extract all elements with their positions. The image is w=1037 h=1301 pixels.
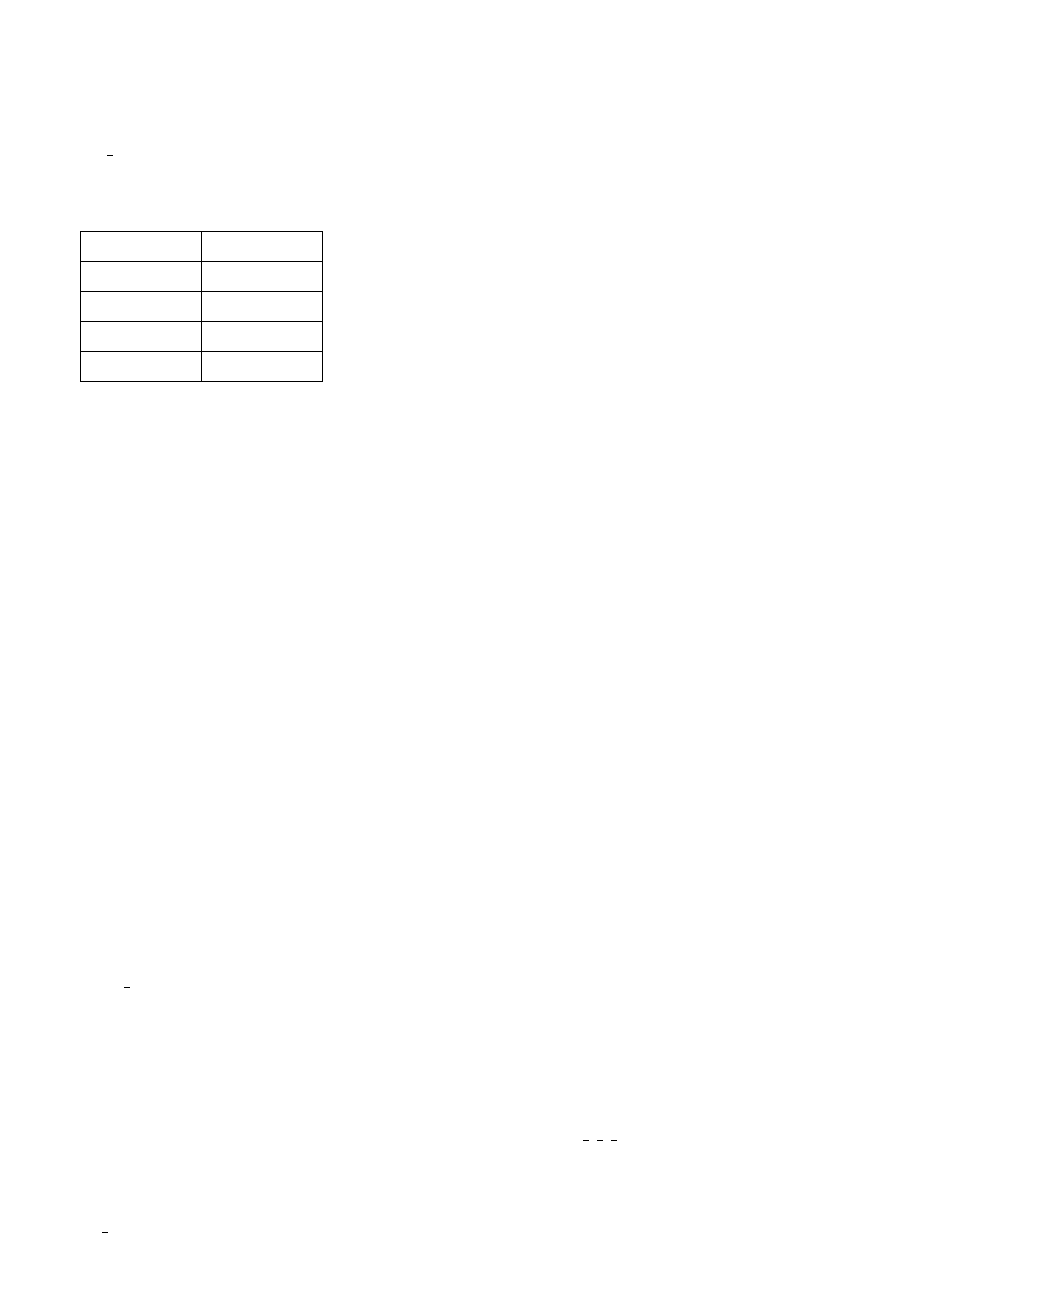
- squeeze-question: [87, 1202, 108, 1262]
- sequence-fraction: [124, 987, 130, 988]
- question-1-2-d: [80, 716, 85, 737]
- upper-bound-fraction: [611, 1140, 617, 1141]
- fraction-numerator: [583, 1140, 589, 1141]
- middle-fraction: [597, 1140, 603, 1141]
- fraction-numerator: [124, 987, 130, 988]
- question-2-6-a: [80, 922, 111, 943]
- sequence-definition: [112, 962, 130, 1012]
- lower-bound-fraction: [583, 1140, 589, 1141]
- hint: [80, 1022, 85, 1048]
- fraction-numerator: [611, 1140, 617, 1141]
- fraction-numerator: [102, 1232, 108, 1233]
- limit-fraction: [102, 1232, 108, 1233]
- fraction-numerator: [597, 1140, 603, 1141]
- squeeze-inequality: [583, 1110, 633, 1170]
